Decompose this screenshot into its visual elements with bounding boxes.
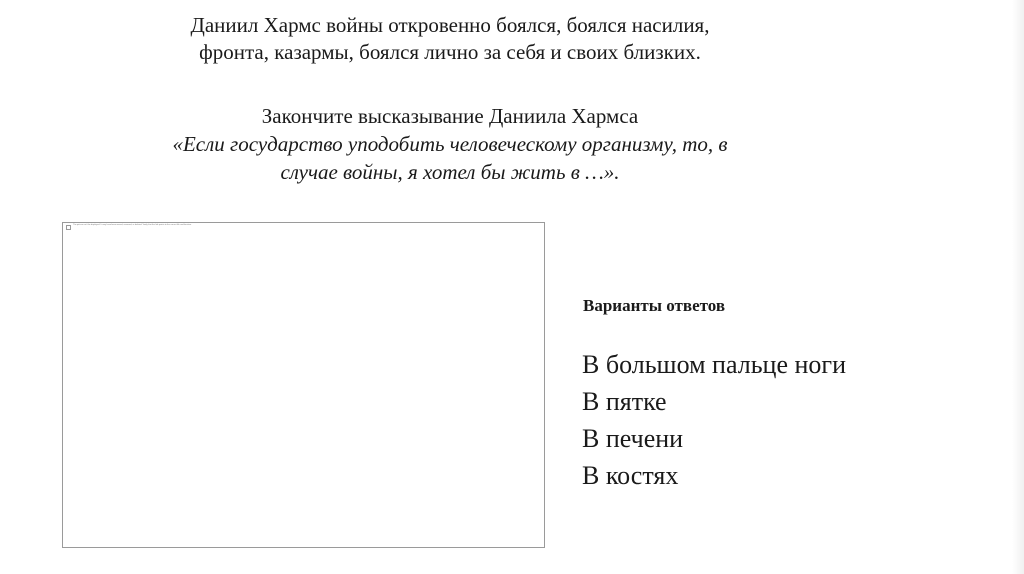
answer-option: В печени	[582, 424, 684, 453]
broken-image-icon	[66, 225, 71, 230]
answers-title: Варианты ответов	[583, 296, 725, 315]
answer-option: В пятке	[582, 387, 667, 416]
quote-line-2: случае войны, я хотел бы жить в …».	[280, 160, 620, 184]
answer-option: В костях	[582, 461, 679, 490]
answer-option: В большом пальце ноги	[582, 350, 846, 379]
intro-text	[80, 12, 820, 66]
intro-line-2: фронта, казармы, боялся лично за себя и своих близких.	[199, 40, 701, 64]
task-prompt: Закончите высказывание Даниила Хармса	[261, 104, 639, 128]
intro-line-1: Даниил Хармс войны откровенно боялся, боялся насилия,	[190, 13, 710, 37]
answers-list	[582, 346, 846, 494]
image-placeholder	[62, 222, 545, 548]
slide-edge-shadow	[1012, 0, 1024, 574]
quote-line-1: «Если государство уподобить человеческому организму, то, в	[172, 132, 728, 156]
task-block	[60, 102, 840, 186]
image-placeholder-caption: The picture can't be displayed. It may have been moved, renamed, or deleted. Verify that the link points to the correct file and location.	[73, 224, 192, 226]
